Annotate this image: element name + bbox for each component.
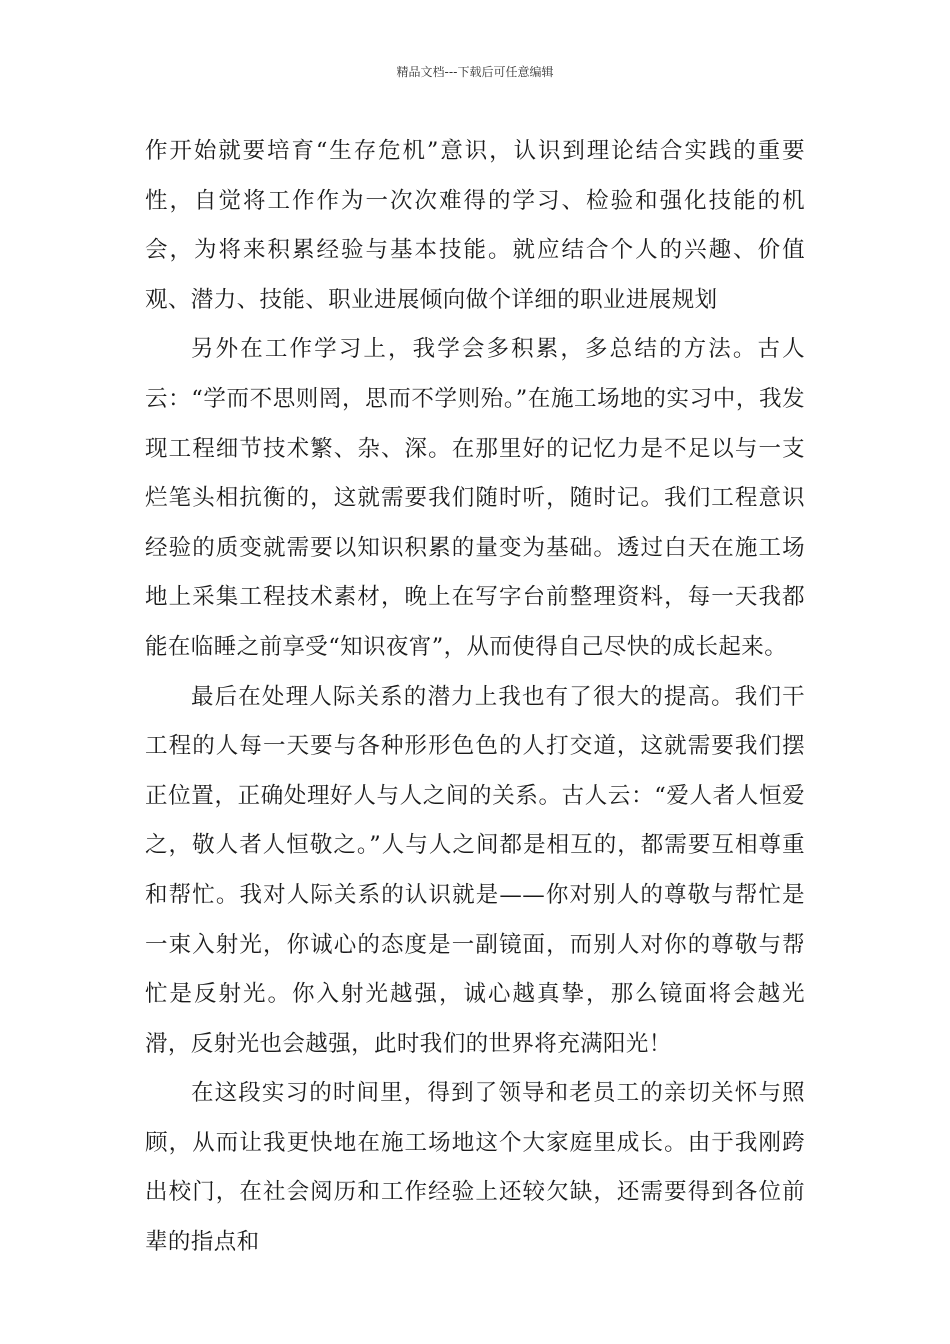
paragraph-study-method: 另外在工作学习上，我学会多积累，多总结的方法。古人云：“学而不思则罔，思而不学则殆。”在施工场地的实习中，我发现工程细节技术繁、杂、深。在那里好的记忆力是不足以与一支烂笔头相抗衡的，这就需要我们随时听，随时记。我们工程意识经验的质变就需要以知识积累的量变为基础。透过白天在施工场地上采集工程技术素材，晚上在写字台前整理资料，每一天我都能在临睡之前享受“知识夜宵”，从而使得自己尽快的成长起来。 (145, 336, 805, 660)
document-body (145, 127, 805, 1268)
page-header: 精品文档---下载后可任意编辑 (396, 65, 554, 79)
paragraph-relationships: 最后在处理人际关系的潜力上我也有了很大的提高。我们干工程的人每一天要与各种形形色色的人打交道，这就需要我们摆正位置，正确处理好人与人之间的关系。古人云：“爱人者人恒爱之，敬人者人恒敬之。”人与人之间都是相互的，都需要互相尊重和帮忙。我对人际关系的认识就是——你对别人的尊敬与帮忙是一束入射光，你诚心的态度是一副镜面，而别人对你的尊敬与帮忙是反射光。你入射光越强，诚心越真挚，那么镜面将会越光滑，反射光也会越强，此时我们的世界将充满阳光！ (145, 683, 805, 1057)
paragraph-gratitude: 在这段实习的时间里，得到了领导和老员工的亲切关怀与照顾，从而让我更快地在施工场地这个大家庭里成长。由于我刚跨出校门，在社会阅历和工作经验上还较欠缺，还需要得到各位前辈的指点和 (145, 1080, 805, 1256)
paragraph-continuation: 作开始就要培育“生存危机”意识，认识到理论结合实践的重要性，自觉将工作作为一次次难得的学习、检验和强化技能的机会，为将来积累经验与基本技能。就应结合个人的兴趣、价值观、潜力、技能、职业进展倾向做个详细的职业进展规划 (145, 138, 805, 313)
